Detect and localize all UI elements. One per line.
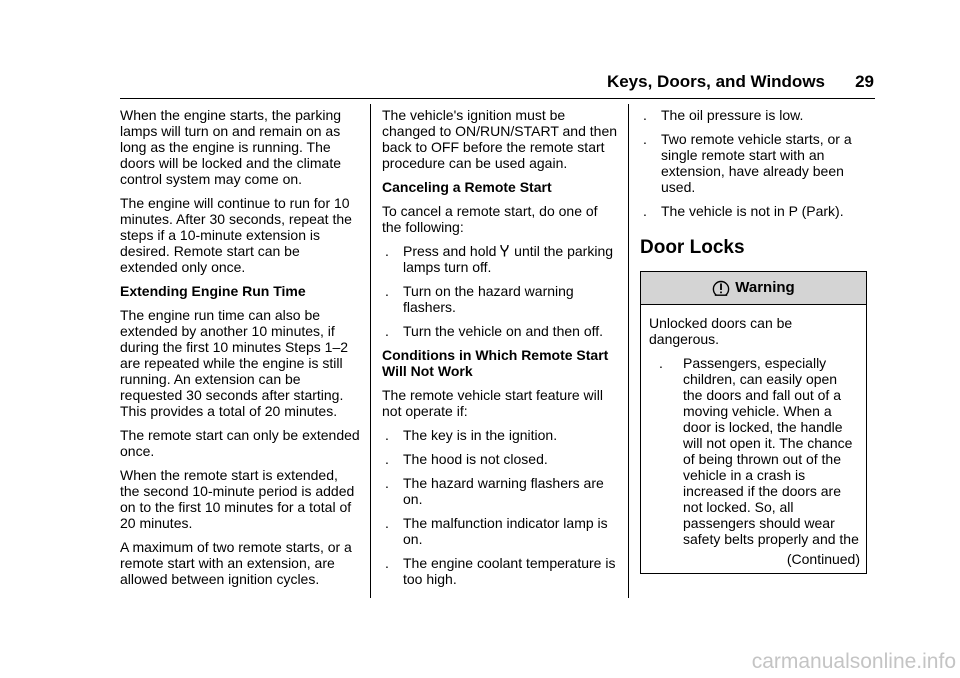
list-item: . The hood is not closed. bbox=[385, 451, 548, 467]
warning-box bbox=[640, 271, 867, 574]
paragraph: The remote vehicle start feature will not operate if: bbox=[382, 387, 603, 419]
paragraph: When the engine starts, the parking lamps will turn on and remain on as long as the engine is running. The doors will be locked and the climate control system may come on. bbox=[120, 107, 342, 187]
bullet-marker: . bbox=[385, 515, 389, 531]
list-item: . Two remote vehicle starts, or a single remote start with an extension, have already been used. bbox=[643, 131, 852, 195]
paragraph: The engine run time can also be extended by another 10 minutes, if during the first 10 minutes Steps 1–2 are repeated while the engine is still running. An extension can be requested 30 seconds after starting. This provides a total of 20 minutes. bbox=[120, 307, 349, 419]
list-item: . Turn the vehicle on and then off. bbox=[385, 323, 604, 339]
continued-label: (Continued) bbox=[786, 551, 860, 567]
column-divider bbox=[628, 104, 629, 598]
bullet-marker: . bbox=[385, 323, 389, 339]
paragraph: A maximum of two remote starts, or a remote start with an extension, are allowed between ignition cycles. bbox=[120, 539, 352, 587]
page-number: 29 bbox=[855, 72, 874, 91]
paragraph: To cancel a remote start, do one of the following: bbox=[382, 203, 598, 235]
list-item: . The malfunction indicator lamp is on. bbox=[385, 515, 608, 547]
bullet-marker: . bbox=[385, 427, 389, 443]
remote-start-icon bbox=[500, 244, 509, 257]
subheading-extending-run-time: Extending Engine Run Time bbox=[120, 283, 306, 299]
paragraph: The remote start can only be extended once. bbox=[120, 427, 360, 459]
list-item: . The vehicle is not in P (Park). bbox=[643, 203, 844, 219]
warning-header bbox=[641, 272, 866, 305]
bullet-marker: . bbox=[385, 451, 389, 467]
column-3 bbox=[640, 107, 876, 574]
header-rule bbox=[120, 98, 875, 99]
column-divider bbox=[370, 104, 371, 598]
bullet-marker: . bbox=[385, 283, 389, 299]
bullet-marker: . bbox=[385, 243, 389, 259]
list-item: . The oil pressure is low. bbox=[643, 107, 804, 123]
list-item: . The key is in the ignition. bbox=[385, 427, 558, 443]
paragraph: Unlocked doors can be dangerous. bbox=[649, 315, 793, 347]
list-item: . The hazard warning flashers are on. bbox=[385, 475, 604, 507]
bullet-marker: . bbox=[643, 203, 647, 219]
list-item: . Press and hold until the parking lamps turn off. bbox=[385, 243, 614, 275]
column-1 bbox=[120, 107, 360, 595]
warning-title: Warning bbox=[735, 279, 795, 296]
page-header bbox=[120, 68, 875, 96]
bullet-marker: . bbox=[643, 107, 647, 123]
subheading-conditions-no-remote-start: Conditions in Which Remote Start Will Not Work bbox=[382, 347, 609, 379]
list-item: . The engine coolant temperature is too high. bbox=[385, 555, 616, 587]
warning-body bbox=[641, 305, 866, 573]
header-title: Keys, Doors, and Windows bbox=[606, 72, 825, 91]
bullet-marker: . bbox=[385, 555, 389, 571]
bullet-marker: . bbox=[385, 475, 389, 491]
list-item: . Passengers, especially children, can easily open the doors and fall out of a moving vehicle. When a door is locked, the handle will not open it. The chance of being thrown out of the vehicle in a crash is increased if the doors are not locked. So, all passengers should wear safety belts properly and the bbox=[659, 355, 859, 547]
paragraph: When the remote start is extended, the second 10-minute period is added on to the first 10 minutes for a total of 20 minutes. bbox=[120, 467, 355, 531]
watermark: carmanualsonline.info bbox=[751, 650, 956, 673]
bullet-marker: . bbox=[659, 355, 663, 371]
warning-icon bbox=[712, 279, 730, 297]
column-2 bbox=[382, 107, 618, 595]
paragraph: The vehicle's ignition must be changed to ON/RUN/START and then back to OFF before the remote start procedure can be used again. bbox=[382, 107, 618, 171]
list-item: . Turn on the hazard warning flashers. bbox=[385, 283, 574, 315]
subheading-canceling-remote-start: Canceling a Remote Start bbox=[382, 179, 552, 195]
paragraph: The engine will continue to run for 10 minutes. After 30 seconds, repeat the steps if a 10-minute extension is desired. Remote start can be extended only once. bbox=[120, 195, 352, 275]
section-title-door-locks: Door Locks bbox=[640, 237, 745, 258]
bullet-marker: . bbox=[643, 131, 647, 147]
